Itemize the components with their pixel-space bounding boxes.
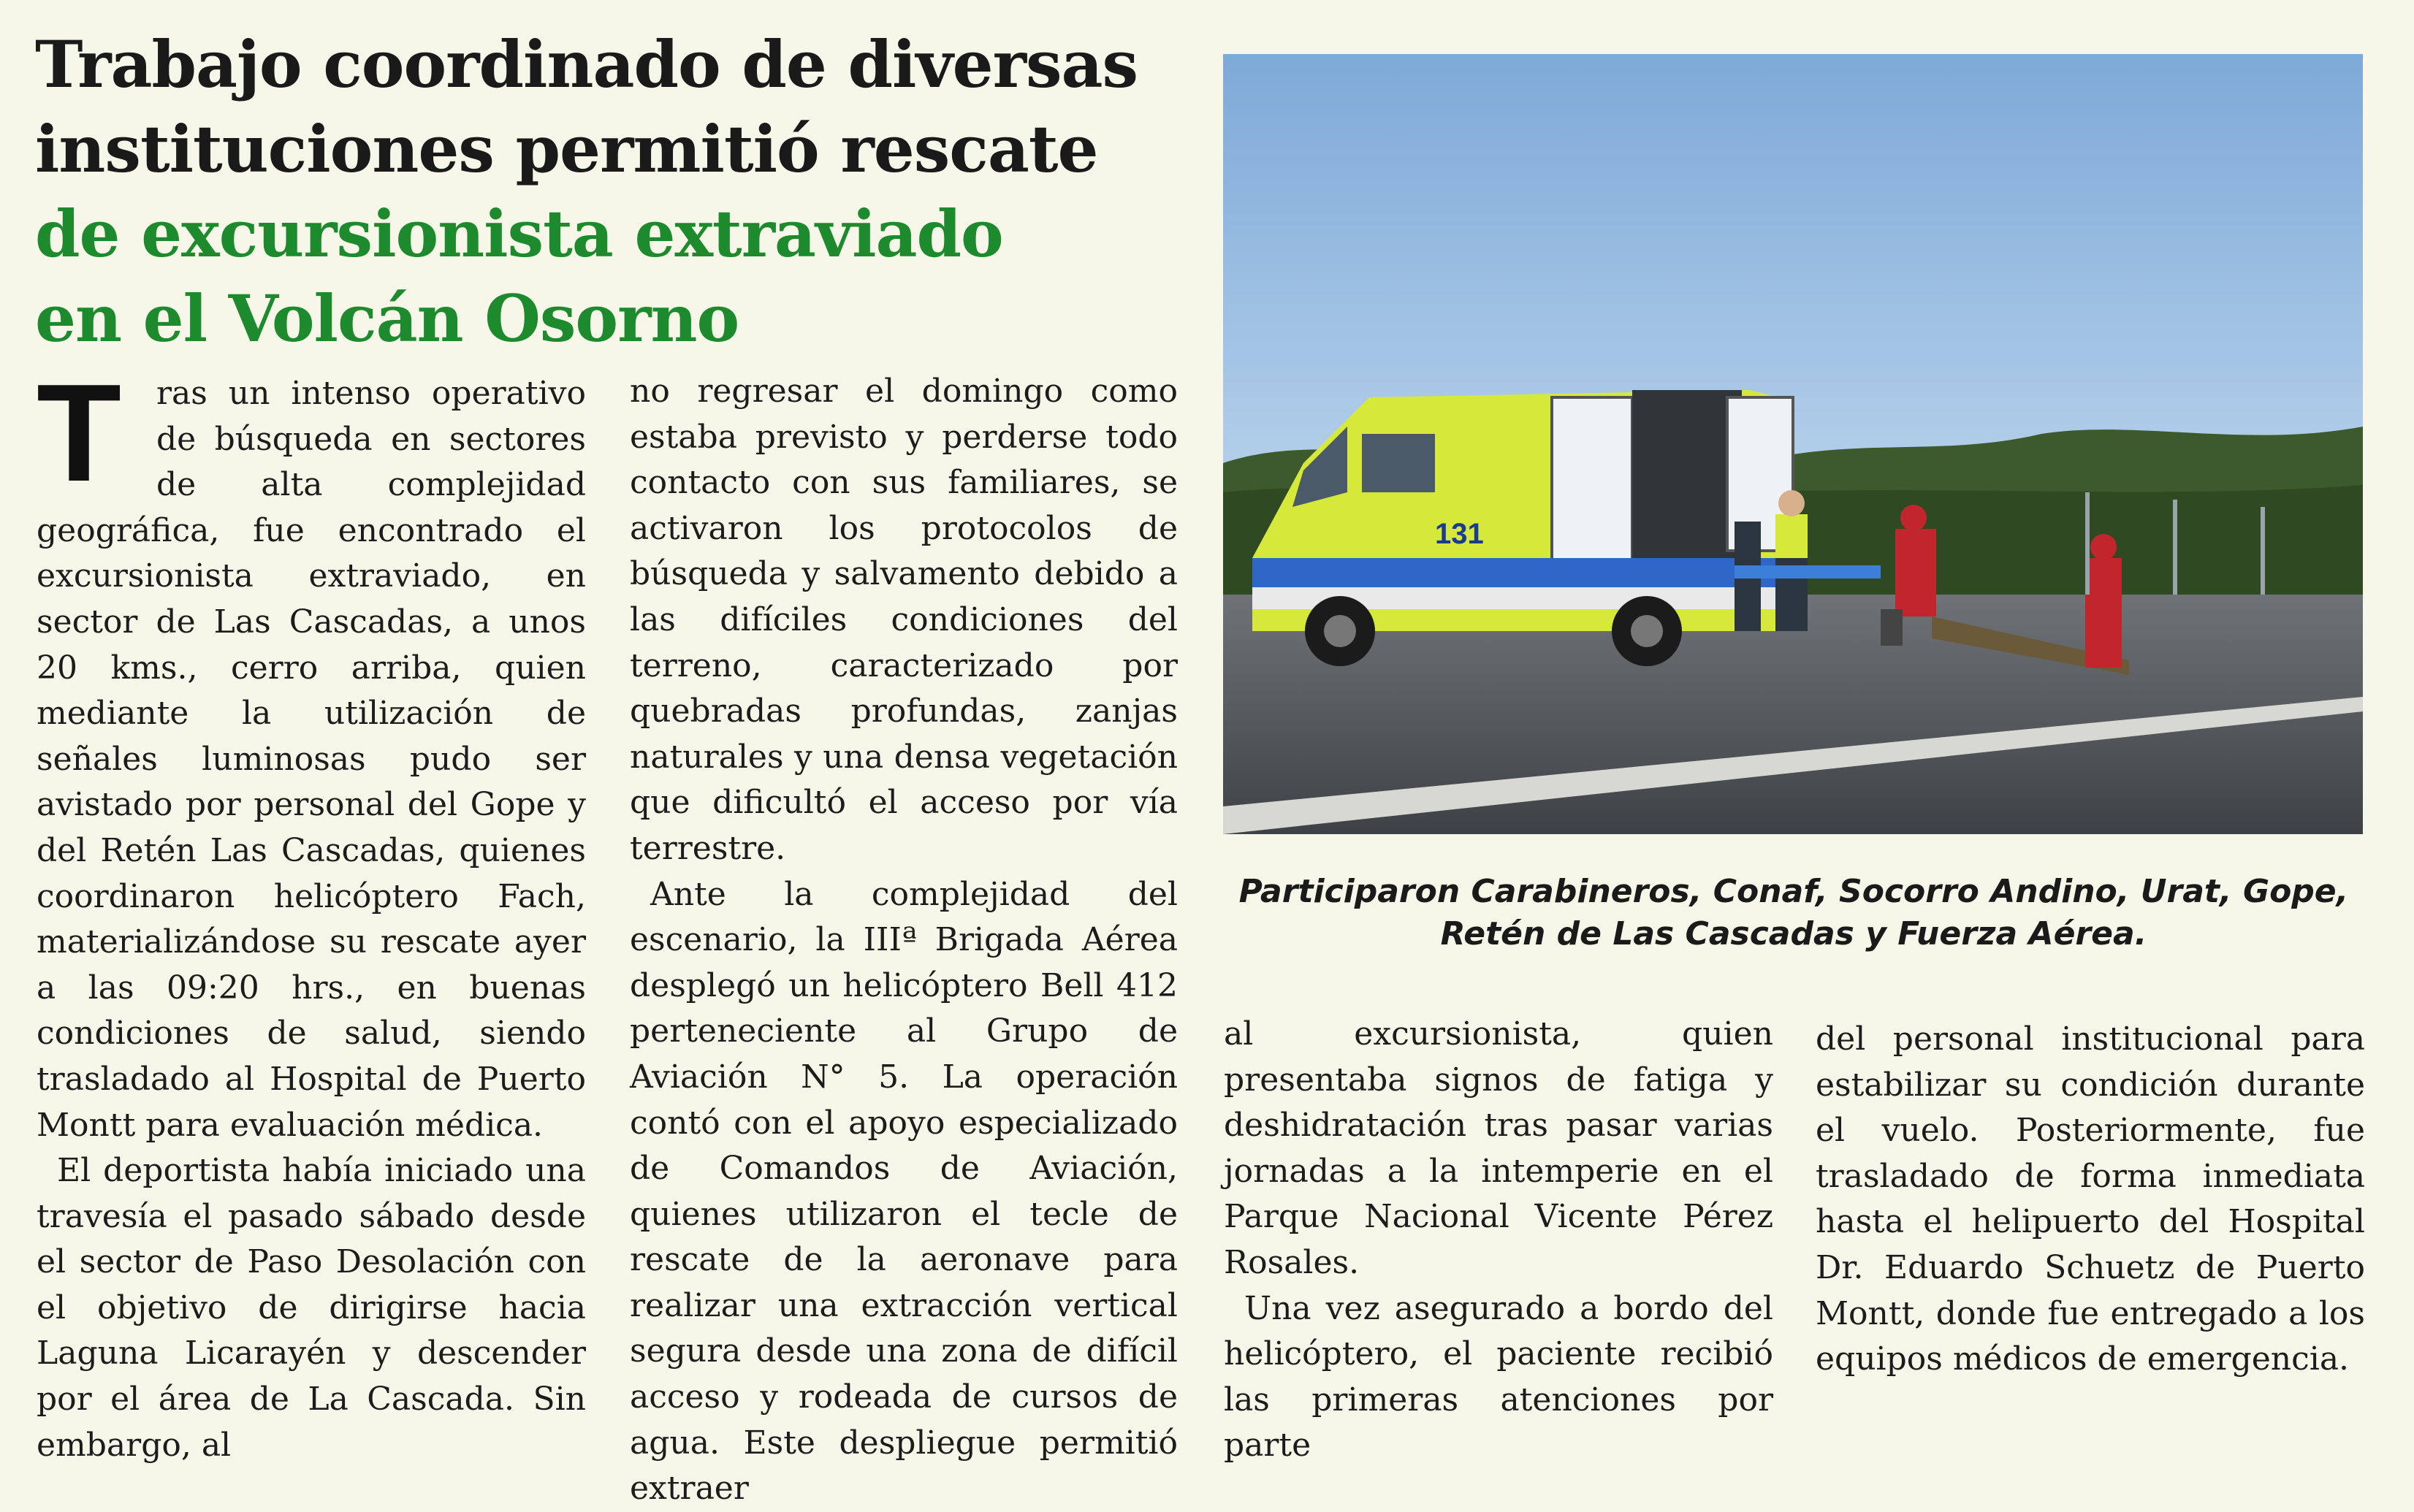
paragraph-6: Una vez asegurado a bordo del helicóptero, el paciente recibió las primeras atenciones por parte xyxy=(1224,1289,1773,1465)
headline-line-2: instituciones permitió rescate xyxy=(35,111,1098,187)
headline-line-3: de excursionista extraviado xyxy=(35,196,1003,272)
headline-line-1: Trabajo coordinado de diversas xyxy=(35,26,1138,102)
article-column-4 xyxy=(1816,1017,2365,1397)
caption-line-1: Participaron Carabineros, Conaf, Socorro Andino, Urat, Gope, xyxy=(1238,873,2349,910)
article-column-1 xyxy=(37,371,586,1464)
rescue-photo xyxy=(1223,54,2363,834)
article-column-3 xyxy=(1224,1012,1773,1465)
paragraph-7: del personal institucional para estabilizar su condición durante el vuelo. Posteriormente, fue trasladado de forma inmediata hasta el helipuerto del Hospital Dr. Eduardo Schuetz de Puerto Montt, donde fue entregado a los equipos médicos de emergencia. xyxy=(1816,1020,2365,1378)
headline-line-4: en el Volcán Osorno xyxy=(35,280,739,356)
paragraph-intro-text: ras un intenso operativo de búsqueda en sectores de alta complejidad geográfica, fue encontrado el excursionista extraviado, en sector de Las Cascadas, a unos 20 kms., cerro arriba, quien mediante la utilización de señales luminosas pudo ser avistado por personal del Gope y del Retén Las Cascadas, quienes coordinaron helicóptero Fach, materializándose su rescate ayer a las 09:20 hrs., en buenas condiciones de salud, siendo trasladado al Hospital de Puerto Montt para evaluación médica. xyxy=(37,375,586,1144)
paragraph-3: no regresar el domingo como estaba previsto y perderse todo contacto con sus familiares, se activaron los protocolos de búsqueda y salvamento debido a las difíciles condiciones del terreno, caracterizado por quebradas profundas, zanjas naturales y una densa vegetación que dificultó el acceso por vía terrestre. xyxy=(630,373,1178,867)
ambulance-number: 131 xyxy=(1435,518,1484,550)
article-column-2 xyxy=(630,369,1178,1508)
paragraph-intro xyxy=(37,371,586,1148)
rescue-photo-illustration xyxy=(1223,54,2363,834)
drop-cap: T xyxy=(37,378,122,495)
paragraph-5: al excursionista, quien presentaba signos de fatiga y deshidratación tras pasar varias jornadas a la intemperie en el Parque Nacional Vicente Pérez Rosales. xyxy=(1224,1015,1773,1281)
photo-caption xyxy=(1213,871,2375,955)
caption-line-2: Retén de Las Cascadas y Fuerza Aérea. xyxy=(1440,915,2147,952)
paragraph-4: Ante la complejidad del escenario, la IIIª Brigada Aérea desplegó un helicóptero Bell 412 perteneciente al Grupo de Aviación N° 5. La operación contó con el apoyo especializado de Comandos de Aviación, quienes utilizaron el tecle de rescate de la aeronave para realizar una extracción vertical segura desde una zona de difícil acceso y rodeada de cursos de agua. Este despliegue permitió extraer xyxy=(630,875,1178,1508)
headline xyxy=(35,22,1175,361)
paragraph-2: El deportista había iniciado una travesía el pasado sábado desde el sector de Paso Desolación con el objetivo de dirigirse hacia Laguna Licarayén y descender por el área de La Cascada. Sin embargo, al xyxy=(37,1152,586,1464)
